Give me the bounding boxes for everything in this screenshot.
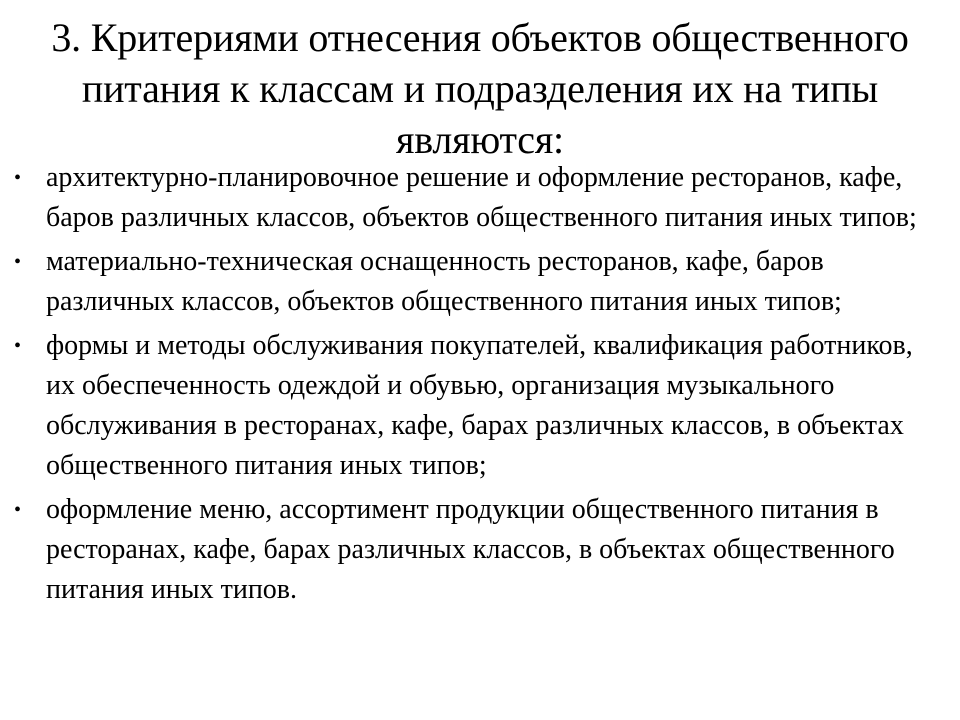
criteria-item: [0, 490, 960, 610]
criteria-item-text: формы и методы обслуживания покупателей, квалификация работников, их обеспеченность одеждой и обувью, организация музыкального обслуживания в ресторанах, кафе, барах различных классов, в объектах общественного питания иных типов;: [46, 330, 913, 481]
criteria-item-text: архитектурно-планировочное решение и оформление ресторанов, кафе, баров различных классов, объектов общественного питания иных типов;: [46, 162, 917, 233]
criteria-item: [0, 242, 960, 322]
criteria-list: [0, 158, 960, 614]
slide-title: 3. Критериями отнесения объектов общественного питания к классам и подразделения их на типы являются:: [51, 15, 909, 162]
bullet-icon: •: [14, 335, 22, 357]
criteria-item-text: материально-техническая оснащенность ресторанов, кафе, баров различных классов, объектов общественного питания иных типов;: [46, 246, 842, 317]
criteria-item: [0, 158, 960, 238]
bullet-icon: •: [14, 499, 22, 521]
bullet-icon: •: [14, 251, 22, 273]
criteria-item-text: оформление меню, ассортимент продукции общественного питания в ресторанах, кафе, барах различных классов, в объектах общественного питания иных типов.: [46, 494, 895, 605]
criteria-item: [0, 326, 960, 486]
bullet-icon: •: [14, 167, 22, 189]
